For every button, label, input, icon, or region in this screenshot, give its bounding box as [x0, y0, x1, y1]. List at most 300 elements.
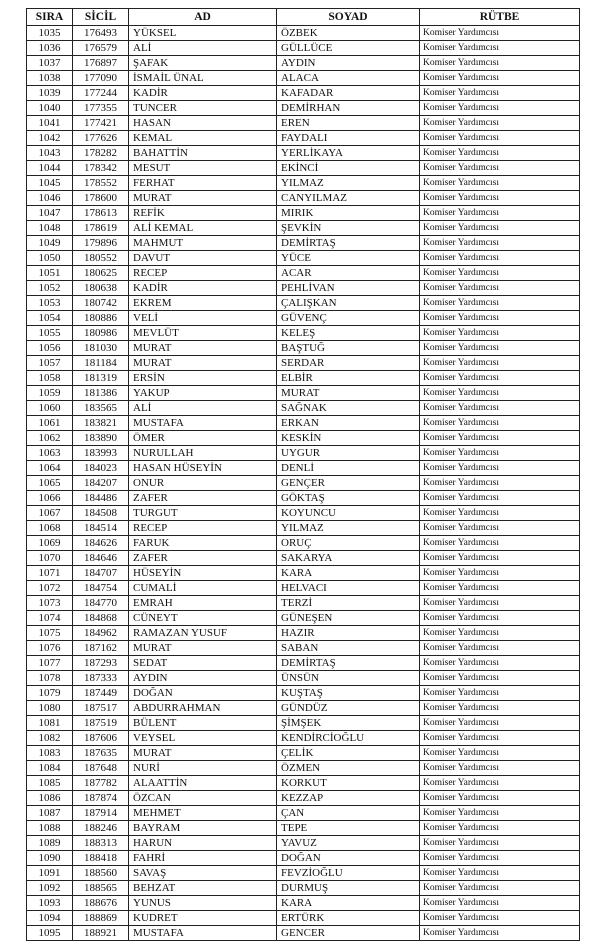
cell-soyad: YAVUZ	[277, 836, 420, 851]
cell-rutbe: Komiser Yardımcısı	[420, 461, 580, 476]
cell-sicil: 187914	[73, 806, 129, 821]
cell-soyad: GÜLLÜCE	[277, 41, 420, 56]
cell-ad: CUMALİ	[129, 581, 277, 596]
cell-ad: FARUK	[129, 536, 277, 551]
cell-ad: DOĞAN	[129, 686, 277, 701]
cell-sira: 1051	[27, 266, 73, 281]
cell-sira: 1078	[27, 671, 73, 686]
cell-ad: RECEP	[129, 521, 277, 536]
cell-sicil: 187333	[73, 671, 129, 686]
cell-sira: 1086	[27, 791, 73, 806]
cell-rutbe: Komiser Yardımcısı	[420, 101, 580, 116]
cell-sicil: 187606	[73, 731, 129, 746]
cell-sicil: 177355	[73, 101, 129, 116]
cell-ad: EMRAH	[129, 596, 277, 611]
cell-soyad: YILMAZ	[277, 176, 420, 191]
cell-ad: CÜNEYT	[129, 611, 277, 626]
cell-sicil: 187162	[73, 641, 129, 656]
cell-soyad: BAŞTUĞ	[277, 341, 420, 356]
cell-rutbe: Komiser Yardımcısı	[420, 911, 580, 926]
header-soyad: SOYAD	[277, 9, 420, 26]
table-row	[27, 26, 580, 41]
cell-soyad: KOYUNCU	[277, 506, 420, 521]
table-row	[27, 611, 580, 626]
cell-soyad: SAKARYA	[277, 551, 420, 566]
cell-sicil: 177421	[73, 116, 129, 131]
cell-rutbe: Komiser Yardımcısı	[420, 581, 580, 596]
cell-soyad: TEPE	[277, 821, 420, 836]
cell-ad: EKREM	[129, 296, 277, 311]
cell-sira: 1092	[27, 881, 73, 896]
cell-sicil: 184207	[73, 476, 129, 491]
cell-sicil: 183565	[73, 401, 129, 416]
table-row	[27, 476, 580, 491]
cell-sira: 1091	[27, 866, 73, 881]
cell-sicil: 187519	[73, 716, 129, 731]
cell-sicil: 187874	[73, 791, 129, 806]
table-row	[27, 866, 580, 881]
cell-ad: MURAT	[129, 191, 277, 206]
cell-sicil: 184646	[73, 551, 129, 566]
table-row	[27, 371, 580, 386]
table-row	[27, 701, 580, 716]
cell-sicil: 180638	[73, 281, 129, 296]
table-row	[27, 176, 580, 191]
cell-sira: 1037	[27, 56, 73, 71]
header-ad: AD	[129, 9, 277, 26]
cell-rutbe: Komiser Yardımcısı	[420, 791, 580, 806]
table-row	[27, 101, 580, 116]
cell-sicil: 180986	[73, 326, 129, 341]
cell-rutbe: Komiser Yardımcısı	[420, 686, 580, 701]
cell-sicil: 188565	[73, 881, 129, 896]
cell-sicil: 180742	[73, 296, 129, 311]
table-row	[27, 416, 580, 431]
cell-ad: MURAT	[129, 746, 277, 761]
table-row	[27, 521, 580, 536]
table-row	[27, 131, 580, 146]
cell-rutbe: Komiser Yardımcısı	[420, 236, 580, 251]
cell-rutbe: Komiser Yardımcısı	[420, 251, 580, 266]
cell-soyad: HAZIR	[277, 626, 420, 641]
cell-soyad: EREN	[277, 116, 420, 131]
cell-rutbe: Komiser Yardımcısı	[420, 656, 580, 671]
table-row	[27, 926, 580, 941]
cell-ad: AYDIN	[129, 671, 277, 686]
cell-sira: 1058	[27, 371, 73, 386]
cell-sicil: 177244	[73, 86, 129, 101]
cell-soyad: DEMİRTAŞ	[277, 656, 420, 671]
cell-rutbe: Komiser Yardımcısı	[420, 221, 580, 236]
table-row	[27, 191, 580, 206]
cell-sicil: 187648	[73, 761, 129, 776]
table-header	[27, 9, 580, 26]
personnel-table	[26, 8, 580, 941]
cell-sira: 1052	[27, 281, 73, 296]
table-row	[27, 461, 580, 476]
cell-sicil: 176493	[73, 26, 129, 41]
cell-rutbe: Komiser Yardımcısı	[420, 866, 580, 881]
cell-rutbe: Komiser Yardımcısı	[420, 626, 580, 641]
cell-rutbe: Komiser Yardımcısı	[420, 746, 580, 761]
cell-sira: 1082	[27, 731, 73, 746]
cell-soyad: ALACA	[277, 71, 420, 86]
cell-rutbe: Komiser Yardımcısı	[420, 566, 580, 581]
table-row	[27, 851, 580, 866]
cell-sira: 1045	[27, 176, 73, 191]
cell-sira: 1068	[27, 521, 73, 536]
cell-ad: DAVUT	[129, 251, 277, 266]
cell-sira: 1080	[27, 701, 73, 716]
table-row	[27, 341, 580, 356]
cell-ad: TUNCER	[129, 101, 277, 116]
cell-sira: 1044	[27, 161, 73, 176]
table-row	[27, 266, 580, 281]
cell-sicil: 188676	[73, 896, 129, 911]
cell-sicil: 188418	[73, 851, 129, 866]
cell-ad: FERHAT	[129, 176, 277, 191]
cell-rutbe: Komiser Yardımcısı	[420, 266, 580, 281]
cell-rutbe: Komiser Yardımcısı	[420, 176, 580, 191]
cell-sicil: 176579	[73, 41, 129, 56]
cell-rutbe: Komiser Yardımcısı	[420, 131, 580, 146]
cell-rutbe: Komiser Yardımcısı	[420, 116, 580, 131]
table-row	[27, 776, 580, 791]
cell-ad: VELİ	[129, 311, 277, 326]
cell-soyad: ERKAN	[277, 416, 420, 431]
cell-ad: BAYRAM	[129, 821, 277, 836]
cell-ad: KEMAL	[129, 131, 277, 146]
cell-rutbe: Komiser Yardımcısı	[420, 731, 580, 746]
cell-sicil: 178619	[73, 221, 129, 236]
table-row	[27, 236, 580, 251]
cell-sicil: 181030	[73, 341, 129, 356]
cell-rutbe: Komiser Yardımcısı	[420, 446, 580, 461]
table-row	[27, 71, 580, 86]
cell-sicil: 188560	[73, 866, 129, 881]
cell-ad: RAMAZAN YUSUF	[129, 626, 277, 641]
cell-rutbe: Komiser Yardımcısı	[420, 821, 580, 836]
cell-sicil: 184023	[73, 461, 129, 476]
cell-sicil: 179896	[73, 236, 129, 251]
cell-sicil: 177626	[73, 131, 129, 146]
cell-ad: BÜLENT	[129, 716, 277, 731]
cell-soyad: DURMUŞ	[277, 881, 420, 896]
cell-sira: 1073	[27, 596, 73, 611]
cell-rutbe: Komiser Yardımcısı	[420, 146, 580, 161]
cell-rutbe: Komiser Yardımcısı	[420, 881, 580, 896]
cell-ad: YUNUS	[129, 896, 277, 911]
cell-ad: ALİ	[129, 401, 277, 416]
header-sira: SIRA	[27, 9, 73, 26]
cell-soyad: GENCER	[277, 926, 420, 941]
table-row	[27, 401, 580, 416]
cell-sira: 1035	[27, 26, 73, 41]
cell-soyad: SERDAR	[277, 356, 420, 371]
cell-soyad: DEMİRTAŞ	[277, 236, 420, 251]
cell-ad: ERSİN	[129, 371, 277, 386]
cell-soyad: YÜCE	[277, 251, 420, 266]
cell-sicil: 180625	[73, 266, 129, 281]
table-row	[27, 566, 580, 581]
table-row	[27, 86, 580, 101]
cell-rutbe: Komiser Yardımcısı	[420, 851, 580, 866]
cell-soyad: YERLİKAYA	[277, 146, 420, 161]
cell-rutbe: Komiser Yardımcısı	[420, 416, 580, 431]
cell-sicil: 180552	[73, 251, 129, 266]
cell-ad: ZAFER	[129, 491, 277, 506]
cell-sira: 1038	[27, 71, 73, 86]
cell-sira: 1074	[27, 611, 73, 626]
cell-ad: MAHMUT	[129, 236, 277, 251]
cell-sicil: 183993	[73, 446, 129, 461]
cell-sira: 1054	[27, 311, 73, 326]
table-row	[27, 296, 580, 311]
table-row	[27, 821, 580, 836]
cell-rutbe: Komiser Yardımcısı	[420, 161, 580, 176]
cell-sira: 1063	[27, 446, 73, 461]
cell-rutbe: Komiser Yardımcısı	[420, 71, 580, 86]
cell-ad: REFİK	[129, 206, 277, 221]
cell-soyad: ÖZMEN	[277, 761, 420, 776]
cell-ad: ALİ	[129, 41, 277, 56]
cell-rutbe: Komiser Yardımcısı	[420, 776, 580, 791]
cell-ad: TURGUT	[129, 506, 277, 521]
cell-sicil: 184508	[73, 506, 129, 521]
cell-rutbe: Komiser Yardımcısı	[420, 26, 580, 41]
cell-soyad: MIRIK	[277, 206, 420, 221]
cell-rutbe: Komiser Yardımcısı	[420, 716, 580, 731]
cell-soyad: ERTÜRK	[277, 911, 420, 926]
cell-ad: NURİ	[129, 761, 277, 776]
cell-sira: 1070	[27, 551, 73, 566]
table-row	[27, 596, 580, 611]
table-row	[27, 506, 580, 521]
cell-rutbe: Komiser Yardımcısı	[420, 476, 580, 491]
cell-sicil: 184486	[73, 491, 129, 506]
cell-rutbe: Komiser Yardımcısı	[420, 491, 580, 506]
cell-ad: ONUR	[129, 476, 277, 491]
cell-sira: 1055	[27, 326, 73, 341]
cell-soyad: ŞİMŞEK	[277, 716, 420, 731]
cell-ad: SAVAŞ	[129, 866, 277, 881]
table-row	[27, 686, 580, 701]
cell-rutbe: Komiser Yardımcısı	[420, 281, 580, 296]
cell-soyad: SAĞNAK	[277, 401, 420, 416]
cell-rutbe: Komiser Yardımcısı	[420, 386, 580, 401]
cell-soyad: DENLİ	[277, 461, 420, 476]
cell-soyad: ELBİR	[277, 371, 420, 386]
cell-rutbe: Komiser Yardımcısı	[420, 896, 580, 911]
cell-sira: 1043	[27, 146, 73, 161]
table-row	[27, 356, 580, 371]
cell-sira: 1048	[27, 221, 73, 236]
cell-rutbe: Komiser Yardımcısı	[420, 641, 580, 656]
cell-rutbe: Komiser Yardımcısı	[420, 341, 580, 356]
cell-ad: ZAFER	[129, 551, 277, 566]
table-row	[27, 56, 580, 71]
table-row	[27, 116, 580, 131]
cell-sira: 1061	[27, 416, 73, 431]
cell-sira: 1088	[27, 821, 73, 836]
table-row	[27, 251, 580, 266]
cell-rutbe: Komiser Yardımcısı	[420, 761, 580, 776]
cell-sicil: 184868	[73, 611, 129, 626]
cell-soyad: FAYDALI	[277, 131, 420, 146]
table-row	[27, 221, 580, 236]
cell-sicil: 188313	[73, 836, 129, 851]
cell-rutbe: Komiser Yardımcısı	[420, 836, 580, 851]
cell-sira: 1042	[27, 131, 73, 146]
table-row	[27, 656, 580, 671]
cell-ad: MURAT	[129, 356, 277, 371]
cell-sira: 1066	[27, 491, 73, 506]
cell-ad: HÜSEYİN	[129, 566, 277, 581]
cell-sira: 1083	[27, 746, 73, 761]
cell-sicil: 184707	[73, 566, 129, 581]
cell-soyad: DEMİRHAN	[277, 101, 420, 116]
cell-sira: 1069	[27, 536, 73, 551]
table-row	[27, 386, 580, 401]
cell-soyad: ÜNSÜN	[277, 671, 420, 686]
cell-sira: 1072	[27, 581, 73, 596]
table-row	[27, 161, 580, 176]
cell-ad: MURAT	[129, 341, 277, 356]
cell-ad: İSMAİL ÜNAL	[129, 71, 277, 86]
cell-soyad: TERZİ	[277, 596, 420, 611]
cell-sira: 1056	[27, 341, 73, 356]
table-row	[27, 761, 580, 776]
table-row	[27, 281, 580, 296]
cell-sira: 1040	[27, 101, 73, 116]
cell-soyad: KARA	[277, 566, 420, 581]
cell-ad: BEHZAT	[129, 881, 277, 896]
cell-rutbe: Komiser Yardımcısı	[420, 506, 580, 521]
cell-sira: 1057	[27, 356, 73, 371]
cell-soyad: ÇALIŞKAN	[277, 296, 420, 311]
table-row	[27, 146, 580, 161]
cell-soyad: GÖKTAŞ	[277, 491, 420, 506]
cell-sicil: 178342	[73, 161, 129, 176]
cell-rutbe: Komiser Yardımcısı	[420, 596, 580, 611]
table-row	[27, 746, 580, 761]
cell-rutbe: Komiser Yardımcısı	[420, 671, 580, 686]
cell-ad: MEVLÜT	[129, 326, 277, 341]
cell-ad: SEDAT	[129, 656, 277, 671]
cell-sira: 1087	[27, 806, 73, 821]
cell-rutbe: Komiser Yardımcısı	[420, 296, 580, 311]
cell-ad: HASAN HÜSEYİN	[129, 461, 277, 476]
cell-rutbe: Komiser Yardımcısı	[420, 56, 580, 71]
cell-sicil: 184770	[73, 596, 129, 611]
cell-rutbe: Komiser Yardımcısı	[420, 551, 580, 566]
cell-ad: ABDURRAHMAN	[129, 701, 277, 716]
cell-soyad: EKİNCİ	[277, 161, 420, 176]
cell-ad: ŞAFAK	[129, 56, 277, 71]
cell-sira: 1062	[27, 431, 73, 446]
cell-ad: ALAATTİN	[129, 776, 277, 791]
cell-ad: MESUT	[129, 161, 277, 176]
cell-soyad: MURAT	[277, 386, 420, 401]
cell-rutbe: Komiser Yardımcısı	[420, 611, 580, 626]
cell-rutbe: Komiser Yardımcısı	[420, 536, 580, 551]
cell-rutbe: Komiser Yardımcısı	[420, 311, 580, 326]
cell-sira: 1049	[27, 236, 73, 251]
cell-rutbe: Komiser Yardımcısı	[420, 191, 580, 206]
cell-rutbe: Komiser Yardımcısı	[420, 401, 580, 416]
cell-sicil: 183890	[73, 431, 129, 446]
cell-rutbe: Komiser Yardımcısı	[420, 926, 580, 941]
cell-sicil: 187449	[73, 686, 129, 701]
cell-sicil: 188921	[73, 926, 129, 941]
cell-ad: BAHATTİN	[129, 146, 277, 161]
cell-sicil: 178600	[73, 191, 129, 206]
cell-soyad: KARA	[277, 896, 420, 911]
cell-rutbe: Komiser Yardımcısı	[420, 806, 580, 821]
cell-soyad: DOĞAN	[277, 851, 420, 866]
cell-sicil: 178552	[73, 176, 129, 191]
cell-ad: RECEP	[129, 266, 277, 281]
cell-sicil: 187517	[73, 701, 129, 716]
cell-soyad: CANYILMAZ	[277, 191, 420, 206]
table-row	[27, 641, 580, 656]
cell-sicil: 183821	[73, 416, 129, 431]
cell-soyad: GÜNDÜZ	[277, 701, 420, 716]
table-row	[27, 446, 580, 461]
cell-ad: VEYSEL	[129, 731, 277, 746]
cell-soyad: KEZZAP	[277, 791, 420, 806]
cell-rutbe: Komiser Yardımcısı	[420, 356, 580, 371]
header-row	[27, 9, 580, 26]
table-row	[27, 731, 580, 746]
cell-ad: HARUN	[129, 836, 277, 851]
table-row	[27, 431, 580, 446]
cell-ad: FAHRİ	[129, 851, 277, 866]
cell-sira: 1053	[27, 296, 73, 311]
cell-sira: 1071	[27, 566, 73, 581]
cell-sicil: 188246	[73, 821, 129, 836]
table-row	[27, 326, 580, 341]
cell-sira: 1067	[27, 506, 73, 521]
cell-ad: MURAT	[129, 641, 277, 656]
cell-sira: 1093	[27, 896, 73, 911]
table-row	[27, 626, 580, 641]
cell-sira: 1076	[27, 641, 73, 656]
cell-ad: KADİR	[129, 86, 277, 101]
cell-sicil: 184514	[73, 521, 129, 536]
cell-sicil: 178282	[73, 146, 129, 161]
cell-sicil: 181319	[73, 371, 129, 386]
cell-sicil: 184962	[73, 626, 129, 641]
cell-sicil: 187635	[73, 746, 129, 761]
cell-ad: MUSTAFA	[129, 926, 277, 941]
cell-ad: HASAN	[129, 116, 277, 131]
cell-sira: 1090	[27, 851, 73, 866]
cell-soyad: KELEŞ	[277, 326, 420, 341]
cell-soyad: GÜVENÇ	[277, 311, 420, 326]
header-rutbe: RÜTBE	[420, 9, 580, 26]
cell-sira: 1047	[27, 206, 73, 221]
cell-sira: 1077	[27, 656, 73, 671]
table-row	[27, 536, 580, 551]
cell-soyad: HELVACI	[277, 581, 420, 596]
cell-sira: 1065	[27, 476, 73, 491]
cell-soyad: FEVZİOĞLU	[277, 866, 420, 881]
cell-sicil: 181184	[73, 356, 129, 371]
cell-sicil: 187293	[73, 656, 129, 671]
cell-sira: 1039	[27, 86, 73, 101]
table-row	[27, 551, 580, 566]
